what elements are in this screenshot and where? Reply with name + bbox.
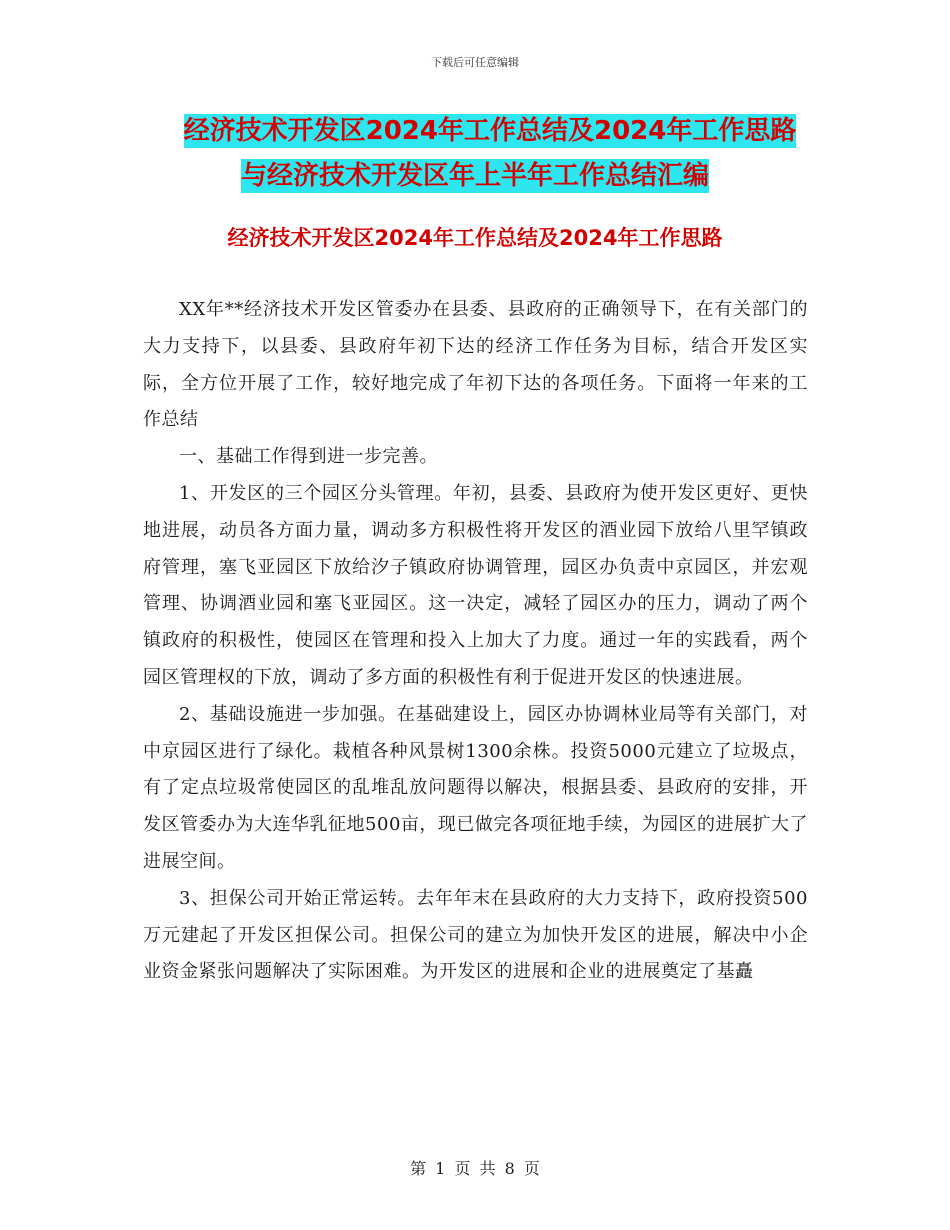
document-title-line-2 bbox=[0, 155, 950, 192]
section-title: 经济技术开发区2024年工作总结及2024年工作思路 bbox=[227, 226, 723, 250]
body-text bbox=[143, 292, 808, 991]
paragraph-heading-1: 一、基础工作得到进一步完善。 bbox=[179, 446, 438, 468]
title-highlight-1: 经济技术开发区2024年工作总结及2024年工作思路 bbox=[183, 116, 797, 146]
paragraph-item-2: 2、基础设施进一步加强。在基础建设上，园区办协调林业局等有关部门，对中京园区进行了绿化。栽植各种风景树1300余株。投资5000元建立了垃圾点，有了定点垃圾常使园区的乱堆乱放问题得以解决，根据县委、县政府的安排，开发区管委办为大连华乳征地500亩，现已做完各项征地手续，为园区的进展扩大了进展空间。 bbox=[143, 703, 808, 872]
paragraph-intro: XX年**经济技术开发区管委办在县委、县政府的正确领导下，在有关部门的大力支持下，以县委、县政府年初下达的经济工作任务为目标，结合开发区实际，全方位开展了工作，较好地完成了年初下达的各项任务。下面将一年来的工作总结 bbox=[143, 299, 808, 431]
header-note: 下载后可任意编辑 bbox=[431, 56, 519, 69]
paragraph-item-3: 3、担保公司开始正常运转。去年年末在县政府的大力支持下，政府投资500万元建起了开发区担保公司。担保公司的建立为加快开发区的进展，解决中小企业资金紧张问题解决了实际困难。为开发区的进展和企业的进展奠定了基矗 bbox=[143, 887, 808, 983]
document-title-line-1 bbox=[0, 110, 950, 147]
paragraph-item-1: 1、开发区的三个园区分头管理。年初，县委、县政府为使开发区更好、更快地进展，动员各方面力量，调动多方积极性将开发区的酒业园下放给八里罕镇政府管理，塞飞亚园区下放给汐子镇政府协调管理，园区办负责中京园区，并宏观管理、协调酒业园和塞飞亚园区。这一决定，减轻了园区办的压力，调动了两个镇政府的积极性，使园区在管理和投入上加大了力度。通过一年的实践看，两个园区管理权的下放，调动了多方面的积极性有利于促进开发区的快速进展。 bbox=[143, 482, 808, 688]
title-highlight-2: 与经济技术开发区年上半年工作总结汇编 bbox=[240, 161, 709, 191]
page-footer: 第 1 页 共 8 页 bbox=[410, 1159, 540, 1178]
